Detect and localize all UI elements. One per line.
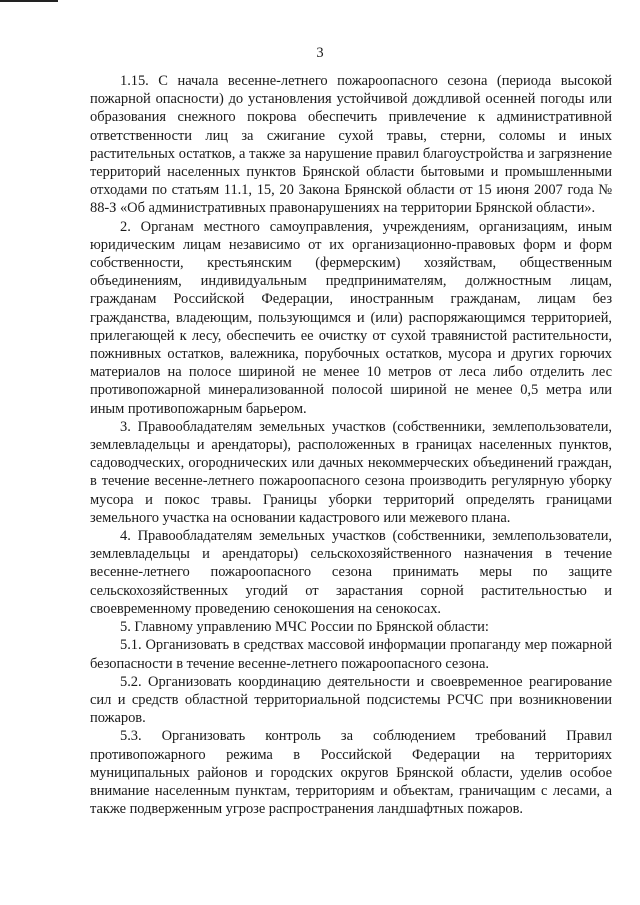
- paragraph-1-15: 1.15. С начала весенне-летнего пожароопасного сезона (периода высокой пожарной опасности) до установления устойчивой дождливой осенней погоды или образования снежного покрова обеспечить привлечение к административной ответственности лиц за сжигание сухой травы, стерни, соломы и иных растительных остатков, а также за нарушение правил благоустройства и загрязнение территорий населенных пунктов Брянской области бытовыми и промышленными отходами по статьям 11.1, 15, 20 Закона Брянской области от 15 июня 2007 года № 88-З «Об административных правонарушениях на территории Брянской области».: [90, 73, 612, 217]
- paragraph-5-1: 5.1. Организовать в средствах массовой информации пропаганду мер пожарной безопасности в течение весенне-летнего пожароопасного сезона.: [90, 637, 612, 672]
- paragraph-4: 4. Правообладателям земельных участков (собственники, землепользователи, землевладельцы и арендаторы) сельскохозяйственного назначения в течение весенне-летнего пожароопасного сезона принимать меры по защите сельскохозяйственных угодий от зарастания сорной растительностью и своевременному проведению сенокошения на сенокосах.: [90, 528, 612, 617]
- paragraph-5-2: 5.2. Организовать координацию деятельности и своевременное реагирование сил и средств областной территориальной подсистемы РСЧС при возникновении пожаров.: [90, 673, 612, 727]
- paragraph-2: 2. Органам местного самоуправления, учреждениям, организациям, иным юридическим лицам независимо от их организационно-правовых форм и форм собственности, крестьянским (фермерским) хозяйствам, общественным объединениям, индивидуальным предпринимателям, должностным лицам, гражданам Российской Федерации, иностранным гражданам, лицам без гражданства, владеющим, пользующимся и (или) распоряжающимся территорией, прилегающей к лесу, обеспечить ее очистку от сухой травянистой растительности, пожнивных остатков, валежника, порубочных остатков, мусора и других горючих материалов на полосе шириной не менее 10 метров от леса либо отделить лес противопожарной минерализованной полосой шириной не менее 0,5 метра или иным противопожарным барьером.: [90, 218, 612, 417]
- top-edge-rule: [0, 0, 58, 2]
- page-number: 3: [316, 45, 324, 61]
- document-body: [90, 72, 612, 818]
- paragraph-5: 5. Главному управлению МЧС России по Брянской области:: [120, 619, 489, 636]
- paragraph-5-3: 5.3. Организовать контроль за соблюдением требований Правил противопожарного режима в Российской Федерации на территориях муниципальных районов и городских округов Брянской области, уделив особое внимание населенным пунктам, территориям и объектам, граничащим с лесами, а также подверженным угрозе распространения ландшафтных пожаров.: [90, 728, 612, 818]
- paragraph-3: 3. Правообладателям земельных участков (собственники, землепользователи, землевладельцы и арендаторы), расположенных в границах населенных пунктов, садоводческих, огороднических или дачных некоммерческих объединений граждан, в течение весенне-летнего пожароопасного сезона производить регулярную уборку мусора и покос травы. Границы уборки территорий определять границами земельного участка на основании кадастрового или межевого плана.: [90, 418, 612, 526]
